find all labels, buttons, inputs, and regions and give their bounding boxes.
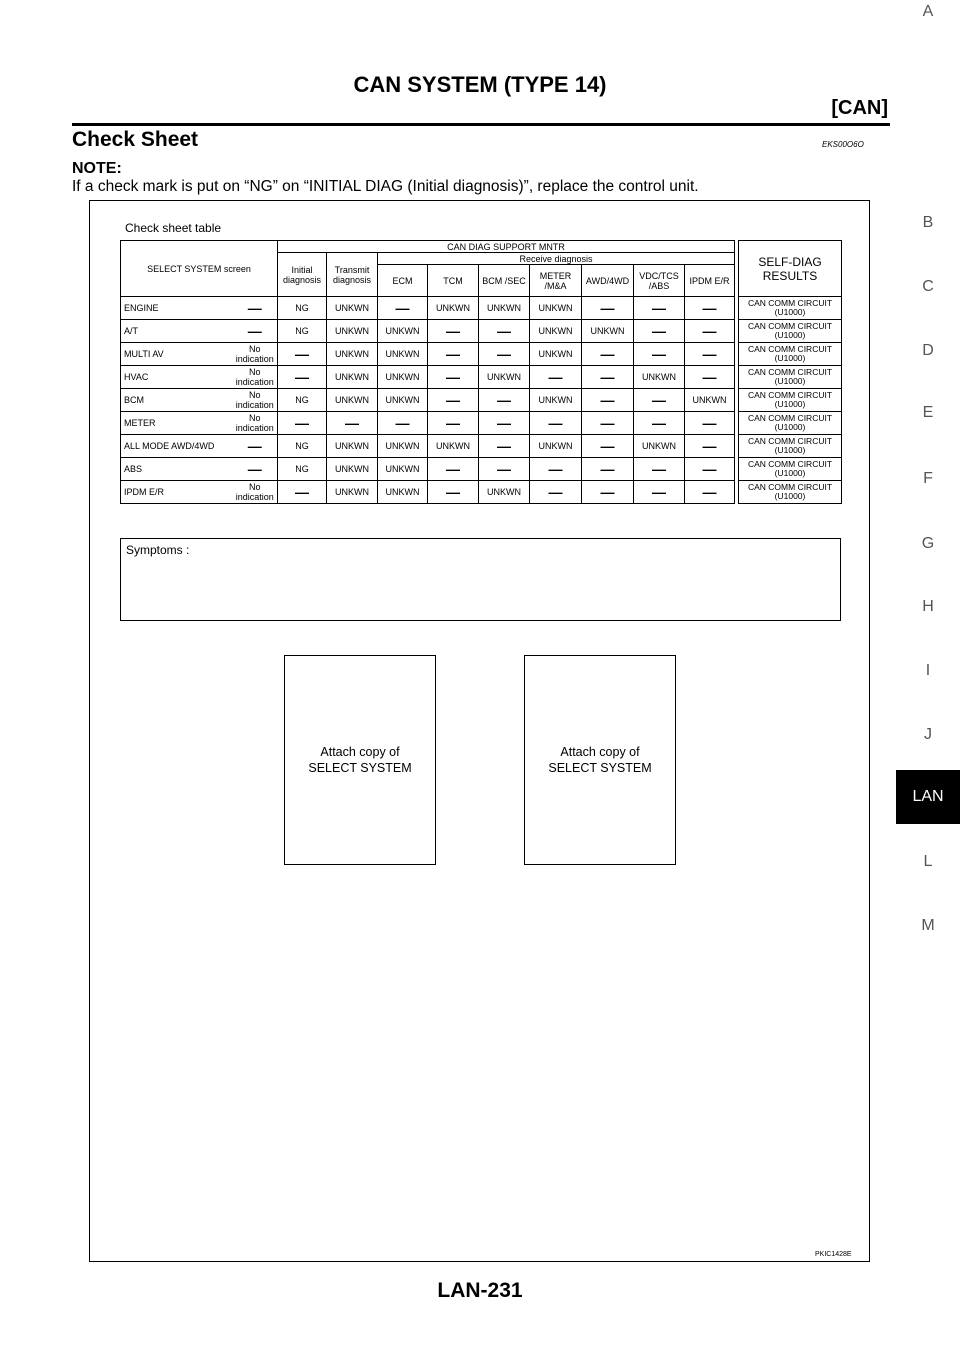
row-receive-cell: — — [479, 343, 530, 366]
section-tag: [CAN] — [831, 97, 888, 119]
self-diag-line2: (U1000) — [774, 445, 806, 455]
row-receive-cell: — — [634, 412, 685, 435]
row-receive-cell: UNKWN — [530, 343, 582, 366]
row-transmit-diagnosis: NG — [278, 435, 327, 458]
row-receive-cell: — — [685, 320, 735, 343]
row-system-name: MULTI AV — [121, 343, 233, 366]
row-self-diag-result — [739, 412, 842, 435]
row-receive-cell: — — [582, 481, 634, 504]
row-initial-diagnosis: — — [233, 297, 278, 320]
row-system-name: IPDM E/R — [121, 481, 233, 504]
table-caption: Check sheet table — [125, 221, 222, 235]
row-receive-cell: UNKWN — [378, 458, 428, 481]
row-self-diag-result — [739, 297, 842, 320]
row-receive-cell: UNKWN — [378, 481, 428, 504]
sidebar-index-l[interactable]: L — [923, 853, 933, 870]
row-receive-cell: UNKWN — [582, 320, 634, 343]
row-receive-cell: — — [479, 435, 530, 458]
table-row — [121, 435, 842, 458]
row-transmit-diagnosis: NG — [278, 320, 327, 343]
attach-select-system-right — [524, 655, 676, 865]
table-row — [121, 366, 842, 389]
header-vdc-tcs-abs: VDC/TCS /ABS — [634, 265, 685, 297]
row-self-diag-result — [739, 458, 842, 481]
row-initial-diagnosis: No indication — [233, 481, 278, 504]
row-receive-cell: UNKWN — [327, 343, 378, 366]
row-receive-cell: — — [428, 458, 479, 481]
self-diag-line1: CAN COMM CIRCUIT — [747, 482, 833, 492]
self-diag-line1: CAN COMM CIRCUIT — [747, 390, 833, 400]
row-receive-cell: — — [428, 320, 479, 343]
row-system-name: METER — [121, 412, 233, 435]
row-receive-cell: UNKWN — [428, 435, 479, 458]
self-diag-line2: (U1000) — [774, 468, 806, 478]
attach-right-line1: Attach copy of — [560, 745, 640, 759]
row-receive-cell: — — [428, 389, 479, 412]
row-receive-cell: UNKWN — [634, 366, 685, 389]
section-heading: Check Sheet — [72, 128, 199, 151]
row-receive-cell: UNKWN — [479, 297, 530, 320]
row-receive-cell: — — [479, 389, 530, 412]
row-receive-cell: — — [530, 412, 582, 435]
check-sheet-table — [120, 240, 842, 504]
row-receive-cell: — — [685, 343, 735, 366]
row-system-name: ENGINE — [121, 297, 233, 320]
sidebar-index-h[interactable]: H — [922, 598, 934, 615]
row-receive-cell: — — [582, 366, 634, 389]
header-ecm: ECM — [378, 265, 428, 297]
row-receive-cell: UNKWN — [530, 320, 582, 343]
row-receive-cell: UNKWN — [327, 481, 378, 504]
row-self-diag-result — [739, 343, 842, 366]
sidebar-index-b[interactable]: B — [922, 214, 934, 231]
row-receive-cell: UNKWN — [378, 320, 428, 343]
symptoms-label: Symptoms : — [126, 543, 190, 557]
row-receive-cell: — — [428, 343, 479, 366]
self-diag-line2: (U1000) — [774, 330, 806, 340]
header-can-diag-support: CAN DIAG SUPPORT MNTR — [278, 241, 735, 253]
self-diag-line1: CAN COMM CIRCUIT — [747, 321, 833, 331]
row-receive-cell: UNKWN — [378, 435, 428, 458]
sidebar-index-d[interactable]: D — [922, 342, 934, 359]
row-receive-cell: UNKWN — [327, 320, 378, 343]
row-initial-diagnosis: No indication — [233, 366, 278, 389]
header-tcm: TCM — [428, 265, 479, 297]
row-initial-diagnosis: — — [233, 320, 278, 343]
row-initial-diagnosis: — — [233, 435, 278, 458]
header-awd-4wd: AWD/4WD — [582, 265, 634, 297]
header-ipdm-er: IPDM E/R — [685, 265, 735, 297]
row-receive-cell: — — [685, 297, 735, 320]
self-diag-line2: (U1000) — [774, 491, 806, 501]
row-initial-diagnosis: No indication — [233, 343, 278, 366]
row-system-name: ALL MODE AWD/4WD — [121, 435, 233, 458]
symptoms-box[interactable] — [120, 538, 841, 621]
row-system-name: BCM — [121, 389, 233, 412]
self-diag-line1: CAN COMM CIRCUIT — [747, 344, 833, 354]
row-receive-cell: — — [634, 458, 685, 481]
reference-code: EKS00O6O — [822, 140, 864, 149]
row-receive-cell: — — [582, 343, 634, 366]
self-diag-line1: CAN COMM CIRCUIT — [747, 436, 833, 446]
row-receive-cell: UNKWN — [685, 389, 735, 412]
figure-id: PKIC1428E — [815, 1251, 852, 1258]
header-rule — [72, 123, 890, 126]
row-receive-cell: UNKWN — [530, 297, 582, 320]
self-diag-line2: (U1000) — [774, 422, 806, 432]
document-title: CAN SYSTEM (TYPE 14) — [353, 72, 607, 97]
row-receive-cell: — — [530, 481, 582, 504]
row-system-name: A/T — [121, 320, 233, 343]
sidebar-index-m[interactable]: M — [921, 917, 935, 934]
row-receive-cell: — — [685, 458, 735, 481]
row-self-diag-result — [739, 435, 842, 458]
row-receive-cell: UNKWN — [479, 366, 530, 389]
row-receive-cell: — — [530, 366, 582, 389]
row-receive-cell: — — [685, 366, 735, 389]
self-diag-line1: CAN COMM CIRCUIT — [747, 459, 833, 469]
row-receive-cell: UNKWN — [378, 366, 428, 389]
row-receive-cell: — — [685, 481, 735, 504]
header-bcm-sec: BCM /SEC — [479, 265, 530, 297]
self-diag-line2: (U1000) — [774, 399, 806, 409]
row-receive-cell: — — [685, 435, 735, 458]
self-diag-line2: (U1000) — [774, 307, 806, 317]
row-receive-cell: — — [634, 481, 685, 504]
row-transmit-diagnosis: NG — [278, 458, 327, 481]
header-transmit-diagnosis: Transmit diagnosis — [327, 253, 378, 297]
row-receive-cell: UNKWN — [530, 435, 582, 458]
row-receive-cell: — — [378, 412, 428, 435]
sidebar-index-f[interactable]: F — [923, 470, 933, 487]
row-receive-cell: — — [428, 366, 479, 389]
row-receive-cell: UNKWN — [479, 481, 530, 504]
attach-left-line2: SELECT SYSTEM — [308, 761, 412, 775]
sidebar-index-a[interactable]: A — [922, 3, 934, 20]
table-body — [121, 297, 842, 504]
table-row — [121, 412, 842, 435]
self-diag-line2: (U1000) — [774, 376, 806, 386]
note-label: NOTE: — [72, 160, 122, 177]
attach-select-system-left — [284, 655, 436, 865]
row-receive-cell: — — [479, 458, 530, 481]
table-row — [121, 481, 842, 504]
row-self-diag-result — [739, 320, 842, 343]
page-number: LAN-231 — [437, 1279, 523, 1302]
row-receive-cell: — — [327, 412, 378, 435]
sidebar-index-e[interactable]: E — [922, 404, 934, 421]
row-receive-cell: UNKWN — [634, 435, 685, 458]
row-transmit-diagnosis: — — [278, 343, 327, 366]
table-row — [121, 320, 842, 343]
sidebar-index-g[interactable]: G — [921, 535, 935, 552]
sidebar-index-j[interactable]: J — [924, 726, 932, 743]
self-diag-line1: CAN COMM CIRCUIT — [747, 413, 833, 423]
table-row — [121, 297, 842, 320]
row-receive-cell: UNKWN — [428, 297, 479, 320]
attach-left-line1: Attach copy of — [320, 745, 400, 759]
row-initial-diagnosis: No indication — [233, 389, 278, 412]
sidebar-index-c[interactable]: C — [922, 278, 934, 295]
row-receive-cell: — — [634, 389, 685, 412]
row-system-name: HVAC — [121, 366, 233, 389]
row-receive-cell: — — [479, 320, 530, 343]
header-select-system: SELECT SYSTEM screen — [121, 241, 278, 297]
row-transmit-diagnosis: — — [278, 412, 327, 435]
row-receive-cell: — — [582, 297, 634, 320]
row-receive-cell: UNKWN — [327, 366, 378, 389]
row-receive-cell: — — [530, 458, 582, 481]
row-receive-cell: — — [378, 297, 428, 320]
row-transmit-diagnosis: NG — [278, 297, 327, 320]
self-diag-line1: CAN COMM CIRCUIT — [747, 298, 833, 308]
self-diag-line1: CAN COMM CIRCUIT — [747, 367, 833, 377]
row-transmit-diagnosis: NG — [278, 389, 327, 412]
header-self-diag-results: SELF-DIAG RESULTS — [739, 241, 842, 297]
row-receive-cell: — — [582, 458, 634, 481]
note-text: If a check mark is put on “NG” on “INITIAL DIAG (Initial diagnosis)”, replace the control unit. — [72, 178, 699, 195]
row-self-diag-result — [739, 366, 842, 389]
row-receive-cell: — — [428, 412, 479, 435]
row-receive-cell: — — [479, 412, 530, 435]
row-receive-cell: UNKWN — [327, 458, 378, 481]
row-receive-cell: — — [582, 435, 634, 458]
header-initial-diagnosis: Initial diagnosis — [278, 253, 327, 297]
row-self-diag-result — [739, 389, 842, 412]
self-diag-line2: (U1000) — [774, 353, 806, 363]
row-receive-cell: UNKWN — [327, 389, 378, 412]
row-receive-cell: UNKWN — [327, 297, 378, 320]
row-receive-cell: UNKWN — [327, 435, 378, 458]
row-receive-cell: UNKWN — [378, 343, 428, 366]
row-self-diag-result — [739, 481, 842, 504]
row-receive-cell: — — [634, 297, 685, 320]
table-row — [121, 458, 842, 481]
row-receive-cell: — — [582, 412, 634, 435]
row-transmit-diagnosis: — — [278, 366, 327, 389]
header-meter-ma: METER /M&A — [530, 265, 582, 297]
row-transmit-diagnosis: — — [278, 481, 327, 504]
row-system-name: ABS — [121, 458, 233, 481]
sidebar-index-lan-active[interactable]: LAN — [896, 770, 960, 824]
header-receive-diagnosis: Receive diagnosis — [378, 253, 735, 265]
row-receive-cell: UNKWN — [530, 389, 582, 412]
attach-right-line2: SELECT SYSTEM — [548, 761, 652, 775]
row-receive-cell: — — [428, 481, 479, 504]
section-index-sidebar — [896, 0, 960, 1358]
row-initial-diagnosis: — — [233, 458, 278, 481]
row-receive-cell: — — [634, 320, 685, 343]
row-receive-cell: — — [685, 412, 735, 435]
table-row — [121, 343, 842, 366]
row-initial-diagnosis: No indication — [233, 412, 278, 435]
row-receive-cell: UNKWN — [378, 389, 428, 412]
row-receive-cell: — — [582, 389, 634, 412]
sidebar-index-i[interactable]: I — [925, 662, 931, 679]
row-receive-cell: — — [634, 343, 685, 366]
table-row — [121, 389, 842, 412]
